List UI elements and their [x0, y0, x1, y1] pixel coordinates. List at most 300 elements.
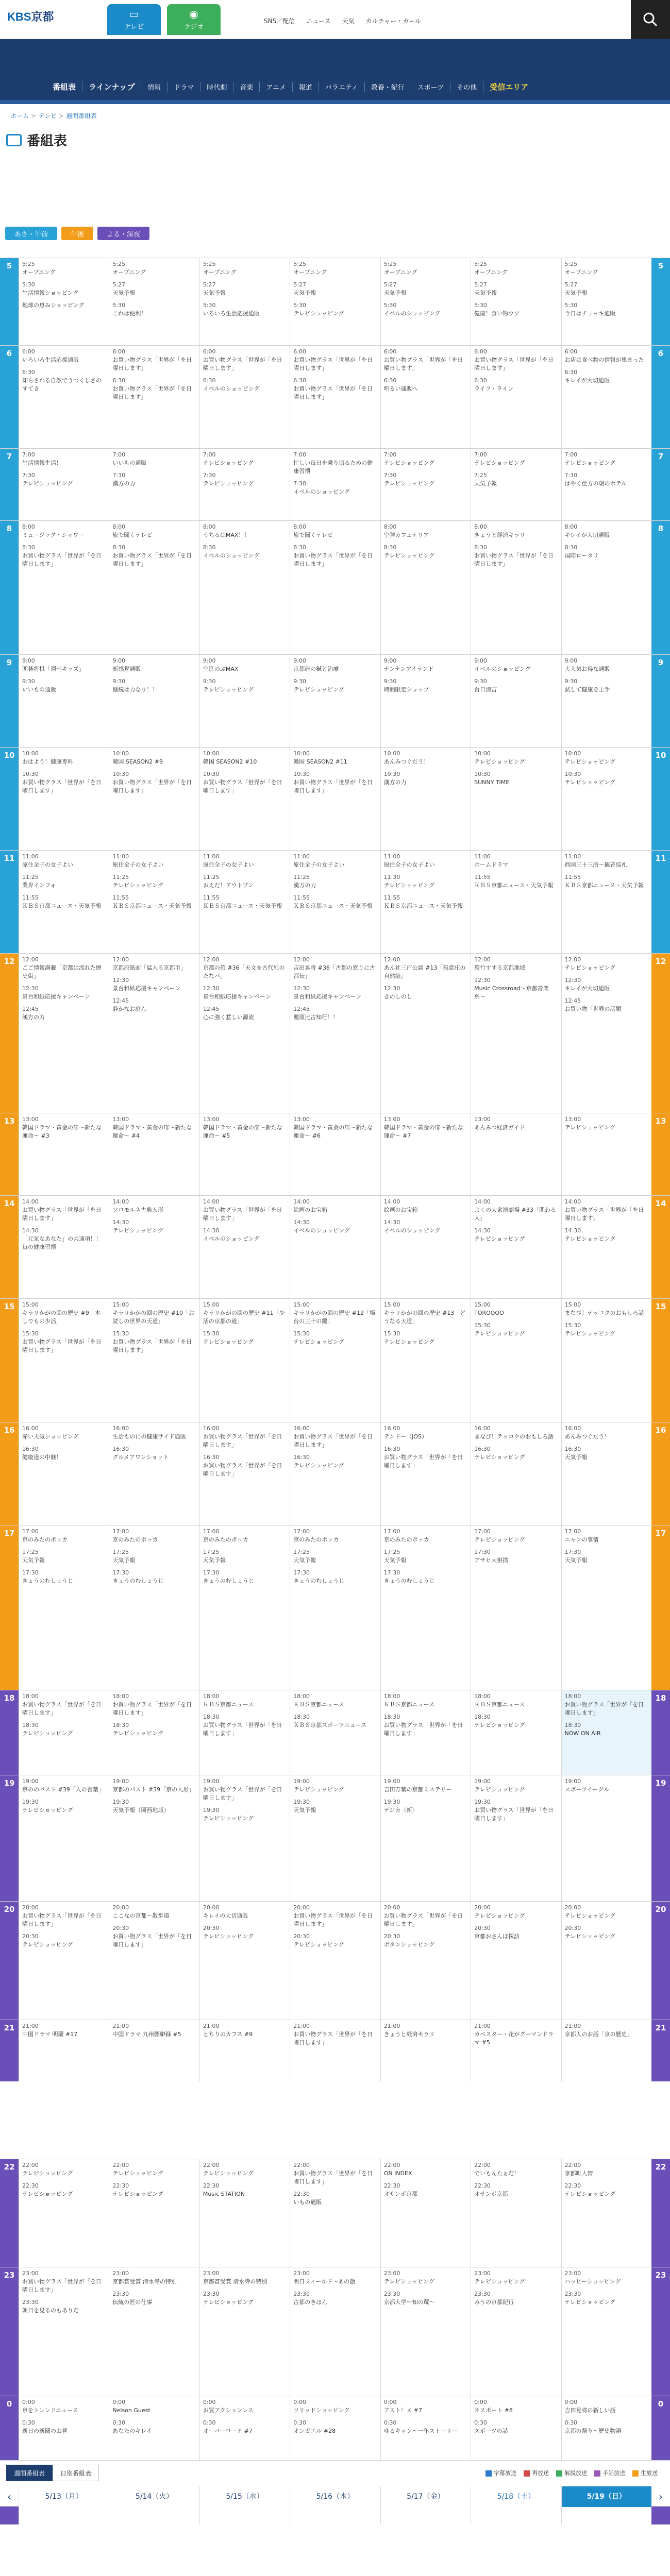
program-item[interactable] — [474, 1924, 558, 1941]
program-item[interactable] — [384, 281, 467, 297]
program-item[interactable] — [112, 1198, 196, 1214]
program-item[interactable] — [565, 1115, 648, 1132]
program-item[interactable] — [565, 873, 648, 890]
program-item[interactable] — [22, 1227, 106, 1251]
program-item[interactable] — [565, 523, 648, 539]
program-item[interactable] — [22, 1569, 106, 1585]
date-cell[interactable]: 5/15（水） — [199, 2486, 290, 2507]
program-item[interactable] — [565, 368, 648, 385]
program-item[interactable] — [474, 770, 558, 787]
program-item[interactable] — [203, 1528, 287, 1544]
program-item[interactable] — [203, 1569, 287, 1585]
band-button-afternoon[interactable]: 午後 — [61, 227, 93, 240]
nav-item-schedule[interactable]: 番組表 — [53, 82, 76, 92]
program-item[interactable] — [112, 1924, 196, 1949]
program-item[interactable] — [384, 1798, 467, 1815]
program-item[interactable] — [112, 377, 196, 401]
program-item[interactable] — [112, 260, 196, 277]
program-item[interactable] — [203, 1692, 287, 1709]
program-item[interactable] — [203, 1777, 287, 1802]
program-item[interactable] — [293, 377, 377, 401]
breadcrumb-tv[interactable]: テレビ — [38, 112, 57, 120]
program-item[interactable] — [474, 1713, 558, 1730]
program-item[interactable] — [293, 260, 377, 277]
program-item[interactable] — [384, 471, 467, 488]
program-item[interactable] — [112, 873, 196, 890]
program-item[interactable] — [22, 544, 106, 568]
program-item[interactable] — [384, 1218, 467, 1235]
program-item[interactable] — [293, 281, 377, 297]
program-item[interactable] — [565, 976, 648, 993]
program-item[interactable] — [293, 750, 377, 766]
program-item[interactable] — [474, 873, 558, 890]
program-item[interactable] — [112, 2022, 196, 2039]
program-item[interactable] — [474, 2290, 558, 2307]
program-item[interactable] — [565, 2022, 648, 2039]
program-item[interactable] — [565, 451, 648, 467]
program-item[interactable] — [203, 2398, 287, 2415]
program-item[interactable] — [474, 1227, 558, 1243]
program-item[interactable] — [293, 677, 377, 694]
link-news[interactable]: ニュース — [306, 18, 331, 25]
program-item[interactable] — [565, 1301, 648, 1317]
program-item[interactable] — [203, 1806, 287, 1823]
program-item[interactable] — [203, 281, 287, 297]
program-item[interactable] — [474, 348, 558, 372]
program-item[interactable] — [22, 451, 106, 467]
program-item[interactable] — [384, 377, 467, 393]
site-logo[interactable]: KBS京都 — [7, 10, 54, 23]
program-item[interactable] — [203, 2161, 287, 2178]
program-item[interactable] — [112, 301, 196, 318]
program-item[interactable] — [112, 976, 196, 993]
nav-item-music[interactable]: 音楽 — [233, 82, 259, 92]
program-item[interactable] — [474, 377, 558, 393]
program-item[interactable] — [22, 523, 106, 539]
link-culture[interactable]: カルチャー・カール — [365, 18, 422, 25]
program-item[interactable] — [565, 997, 648, 1013]
program-item[interactable] — [112, 523, 196, 539]
program-item[interactable] — [22, 2398, 106, 2415]
program-item[interactable] — [384, 1445, 467, 1470]
program-item[interactable] — [112, 451, 196, 467]
program-item[interactable] — [203, 1425, 287, 1449]
program-item[interactable] — [474, 260, 558, 277]
program-item[interactable] — [384, 2182, 467, 2198]
program-item[interactable] — [474, 2182, 558, 2198]
program-item[interactable] — [203, 657, 287, 673]
program-item[interactable] — [22, 301, 106, 310]
chevron-left-icon[interactable]: ‹ — [7, 2490, 11, 2503]
program-item[interactable] — [384, 677, 467, 694]
program-item[interactable] — [384, 523, 467, 539]
program-item[interactable] — [22, 348, 106, 364]
program-item[interactable] — [203, 873, 287, 890]
program-item[interactable] — [384, 1115, 467, 1140]
program-item[interactable] — [112, 1692, 196, 1717]
program-item[interactable] — [565, 1904, 648, 1920]
program-item[interactable] — [474, 1777, 558, 1794]
program-item[interactable] — [203, 1713, 287, 1738]
program-item[interactable] — [22, 1798, 106, 1815]
program-item[interactable] — [22, 894, 106, 910]
program-item[interactable] — [22, 853, 106, 869]
program-item[interactable] — [293, 1198, 377, 1214]
program-item[interactable] — [384, 348, 467, 372]
program-item[interactable] — [203, 1924, 287, 1941]
program-item[interactable] — [293, 544, 377, 568]
tab-tv[interactable] — [107, 4, 161, 35]
program-item[interactable] — [112, 1330, 196, 1354]
program-item[interactable] — [565, 544, 648, 560]
program-item[interactable] — [293, 873, 377, 890]
program-item[interactable] — [565, 2290, 648, 2307]
program-item[interactable] — [474, 1115, 558, 1132]
program-item[interactable] — [384, 956, 467, 980]
program-item[interactable] — [474, 677, 558, 694]
program-item[interactable] — [203, 985, 287, 1001]
program-item[interactable] — [203, 1904, 287, 1920]
program-item[interactable] — [112, 1721, 196, 1738]
program-item[interactable] — [474, 301, 558, 318]
program-item[interactable] — [112, 2419, 196, 2435]
program-item[interactable] — [384, 2269, 467, 2286]
date-cell[interactable]: 5/16（木） — [290, 2486, 380, 2507]
program-item[interactable] — [293, 1528, 377, 1544]
program-item[interactable] — [203, 750, 287, 766]
program-item[interactable] — [293, 1713, 377, 1730]
program-item[interactable] — [293, 1453, 377, 1470]
program-item[interactable] — [112, 677, 196, 694]
program-item[interactable] — [22, 770, 106, 795]
program-item[interactable] — [384, 1425, 467, 1441]
program-item[interactable] — [203, 1227, 287, 1243]
program-item[interactable] — [293, 2398, 377, 2415]
program-item[interactable] — [384, 1692, 467, 1709]
program-item[interactable] — [203, 523, 287, 539]
program-item[interactable] — [293, 956, 377, 980]
program-item[interactable] — [22, 2419, 106, 2435]
program-item[interactable] — [293, 1301, 377, 1326]
link-sns[interactable]: SNS／配信 — [264, 18, 295, 25]
program-item[interactable] — [474, 853, 558, 869]
program-item[interactable] — [384, 657, 467, 673]
tab-daily[interactable]: 日別番組表 — [53, 2465, 99, 2481]
program-item[interactable] — [293, 657, 377, 673]
program-item[interactable] — [474, 1798, 558, 1823]
program-item[interactable] — [565, 750, 648, 766]
program-item[interactable] — [565, 956, 648, 972]
program-item[interactable] — [293, 480, 377, 496]
program-item[interactable] — [293, 894, 377, 910]
program-item[interactable] — [565, 2419, 648, 2435]
program-item[interactable] — [293, 770, 377, 795]
program-item[interactable] — [384, 1198, 467, 1214]
program-item[interactable] — [22, 956, 106, 980]
program-item[interactable] — [22, 1301, 106, 1326]
program-item[interactable] — [22, 873, 106, 890]
program-item[interactable] — [293, 1425, 377, 1449]
nav-item-info[interactable]: 情報 — [141, 82, 167, 92]
program-item[interactable] — [22, 2161, 106, 2178]
program-item[interactable] — [293, 2269, 377, 2286]
program-item[interactable] — [384, 985, 467, 1001]
program-item[interactable] — [22, 1445, 106, 1462]
program-item[interactable] — [384, 853, 467, 869]
program-item[interactable] — [474, 2398, 558, 2415]
program-item[interactable] — [474, 956, 558, 972]
program-item[interactable] — [22, 2298, 106, 2315]
program-item[interactable] — [203, 2419, 287, 2435]
program-item[interactable] — [565, 1528, 648, 1544]
program-item[interactable] — [293, 301, 377, 318]
program-item[interactable] — [565, 853, 648, 869]
program-item[interactable] — [384, 2419, 467, 2435]
nav-item-variety[interactable]: バラエティ — [319, 82, 364, 92]
program-item[interactable] — [474, 471, 558, 488]
program-item[interactable] — [22, 471, 106, 488]
program-item[interactable] — [203, 677, 287, 694]
program-item[interactable] — [384, 1548, 467, 1565]
program-item[interactable] — [293, 1218, 377, 1235]
program-item[interactable] — [293, 1569, 377, 1585]
program-item[interactable] — [22, 1005, 106, 1022]
program-item[interactable] — [384, 1777, 467, 1794]
program-item[interactable] — [22, 2269, 106, 2294]
program-item[interactable] — [474, 2161, 558, 2178]
program-item[interactable] — [22, 985, 106, 1001]
date-cell[interactable]: 5/18（土） — [471, 2486, 561, 2507]
nav-item-sports[interactable]: スポーツ — [411, 82, 450, 92]
nav-item-anime[interactable]: アニメ — [259, 82, 292, 92]
program-item[interactable] — [203, 1115, 287, 1140]
program-item[interactable] — [112, 997, 196, 1013]
program-item[interactable] — [112, 2290, 196, 2307]
program-item[interactable] — [203, 2290, 287, 2307]
program-item[interactable] — [22, 2182, 106, 2198]
program-item[interactable] — [293, 2419, 377, 2435]
program-item[interactable] — [293, 348, 377, 372]
program-item[interactable] — [565, 260, 648, 277]
program-item[interactable] — [565, 1321, 648, 1338]
program-item[interactable] — [384, 1713, 467, 1738]
program-item[interactable] — [293, 1798, 377, 1815]
program-item[interactable] — [112, 853, 196, 869]
program-item[interactable] — [203, 471, 287, 488]
program-item[interactable] — [293, 1115, 377, 1140]
program-item[interactable] — [112, 657, 196, 673]
program-item[interactable] — [22, 2022, 106, 2039]
program-item[interactable] — [112, 1425, 196, 1441]
program-item[interactable] — [565, 348, 648, 364]
program-item[interactable] — [203, 301, 287, 318]
program-item[interactable] — [474, 1321, 558, 1338]
program-item[interactable] — [112, 2182, 196, 2198]
breadcrumb-home[interactable]: ホーム — [10, 112, 29, 120]
program-item[interactable] — [112, 2269, 196, 2286]
program-item[interactable] — [22, 750, 106, 766]
program-item[interactable] — [565, 2269, 648, 2286]
program-item[interactable] — [203, 1005, 287, 1022]
program-item[interactable] — [565, 2182, 648, 2198]
program-item[interactable] — [565, 1692, 648, 1717]
program-item[interactable] — [384, 301, 467, 318]
program-item[interactable] — [112, 471, 196, 488]
nav-item-lineup[interactable]: ラインナップ — [82, 81, 141, 92]
program-item[interactable] — [293, 1548, 377, 1565]
program-item[interactable] — [384, 1301, 467, 1326]
program-item[interactable] — [293, 985, 377, 1001]
program-item[interactable] — [384, 2022, 467, 2039]
program-item[interactable] — [112, 1904, 196, 1920]
program-item[interactable] — [565, 301, 648, 318]
nav-item-news[interactable]: 報道 — [292, 82, 319, 92]
program-item[interactable] — [474, 1445, 558, 1462]
program-item[interactable] — [474, 2269, 558, 2286]
program-item[interactable] — [22, 1115, 106, 1140]
nav-item-culture[interactable]: 教養・紀行 — [364, 82, 411, 92]
program-item[interactable] — [203, 451, 287, 467]
chevron-right-icon[interactable]: › — [659, 2490, 663, 2503]
program-item[interactable] — [22, 1528, 106, 1544]
program-item[interactable] — [474, 451, 558, 467]
nav-item-area[interactable]: 受信エリア — [483, 81, 534, 92]
program-item[interactable] — [474, 657, 558, 673]
program-item[interactable] — [112, 1777, 196, 1794]
program-item[interactable] — [203, 2269, 287, 2286]
program-item[interactable] — [474, 2022, 558, 2047]
program-item[interactable] — [22, 260, 106, 277]
program-item[interactable] — [22, 1721, 106, 1738]
program-item[interactable] — [203, 853, 287, 869]
program-item[interactable] — [112, 544, 196, 568]
program-item[interactable] — [384, 1904, 467, 1928]
program-item[interactable] — [203, 956, 287, 980]
program-item[interactable] — [474, 544, 558, 568]
program-item[interactable] — [565, 677, 648, 694]
program-item[interactable] — [22, 1330, 106, 1354]
date-cell[interactable]: 5/19（日） — [561, 2486, 651, 2507]
program-item[interactable] — [203, 377, 287, 393]
program-item[interactable] — [293, 523, 377, 539]
program-item[interactable] — [112, 1301, 196, 1326]
program-item[interactable] — [384, 2290, 467, 2307]
program-item[interactable] — [565, 281, 648, 297]
program-item[interactable] — [293, 1777, 377, 1794]
program-item[interactable] — [112, 1569, 196, 1585]
program-item[interactable] — [474, 281, 558, 297]
program-item[interactable] — [22, 1933, 106, 1949]
program-item[interactable] — [22, 281, 106, 297]
program-item[interactable] — [474, 750, 558, 766]
program-item[interactable] — [384, 873, 467, 890]
program-item[interactable] — [293, 451, 377, 476]
program-item[interactable] — [293, 2161, 377, 2186]
tab-radio[interactable] — [167, 4, 221, 35]
program-item[interactable] — [565, 1777, 648, 1794]
program-item[interactable] — [22, 1777, 106, 1794]
program-item[interactable] — [293, 1904, 377, 1928]
program-item[interactable] — [474, 1425, 558, 1441]
program-item[interactable] — [22, 1425, 106, 1441]
program-item[interactable] — [565, 657, 648, 673]
program-item[interactable] — [203, 1198, 287, 1223]
program-item[interactable] — [565, 1721, 648, 1738]
program-item[interactable] — [384, 1528, 467, 1544]
program-item[interactable] — [112, 956, 196, 972]
program-item[interactable] — [22, 677, 106, 694]
nav-item-jidaigeki[interactable]: 時代劇 — [200, 82, 233, 92]
program-item[interactable] — [384, 1330, 467, 1346]
link-weather[interactable]: 天気 — [342, 18, 355, 25]
program-item[interactable] — [565, 1548, 648, 1565]
program-item[interactable] — [112, 894, 196, 910]
band-button-morning[interactable]: あさ・午前 — [5, 227, 57, 240]
nav-item-other[interactable]: その他 — [450, 82, 483, 92]
date-cell[interactable]: 5/17（金） — [380, 2486, 471, 2507]
date-cell[interactable]: 5/14（火） — [109, 2486, 199, 2507]
program-item[interactable] — [384, 894, 467, 910]
program-item[interactable] — [203, 770, 287, 795]
program-item[interactable] — [293, 2190, 377, 2207]
program-item[interactable] — [384, 2161, 467, 2178]
program-item[interactable] — [22, 1904, 106, 1928]
band-button-night[interactable]: よる・深夜 — [97, 227, 149, 240]
program-item[interactable] — [293, 2290, 377, 2307]
program-item[interactable] — [203, 894, 287, 910]
program-item[interactable] — [474, 976, 558, 1001]
program-item[interactable] — [293, 2022, 377, 2047]
program-item[interactable] — [565, 1227, 648, 1243]
program-item[interactable] — [474, 523, 558, 539]
program-item[interactable] — [203, 1301, 287, 1326]
program-item[interactable] — [384, 544, 467, 560]
program-item[interactable] — [384, 770, 467, 787]
program-item[interactable] — [474, 1904, 558, 1920]
program-item[interactable] — [293, 1330, 377, 1346]
program-item[interactable] — [112, 1548, 196, 1565]
program-item[interactable] — [293, 853, 377, 869]
program-item[interactable] — [474, 2419, 558, 2435]
program-item[interactable] — [112, 1798, 196, 1815]
program-item[interactable] — [203, 1548, 287, 1565]
program-item[interactable] — [384, 2398, 467, 2415]
program-item[interactable] — [203, 348, 287, 372]
program-item[interactable] — [474, 1692, 558, 1709]
program-item[interactable] — [384, 451, 467, 467]
program-item[interactable] — [22, 657, 106, 673]
program-item[interactable] — [565, 1425, 648, 1441]
program-item[interactable] — [203, 260, 287, 277]
program-item[interactable] — [112, 281, 196, 297]
program-item[interactable] — [565, 1198, 648, 1223]
search-button[interactable] — [631, 0, 670, 39]
program-item[interactable] — [203, 2022, 287, 2039]
program-item[interactable] — [565, 770, 648, 787]
program-item[interactable] — [474, 1528, 558, 1544]
program-item[interactable] — [112, 2161, 196, 2178]
program-item[interactable] — [384, 1569, 467, 1585]
program-item[interactable] — [384, 750, 467, 766]
program-item[interactable] — [293, 1933, 377, 1949]
program-item[interactable] — [565, 471, 648, 488]
program-item[interactable] — [293, 1005, 377, 1022]
program-item[interactable] — [203, 1453, 287, 1478]
program-item[interactable] — [474, 1301, 558, 1317]
tab-weekly[interactable]: 週間番組表 — [6, 2465, 53, 2481]
date-cell[interactable]: 5/13（月） — [19, 2486, 109, 2507]
program-item[interactable] — [565, 1445, 648, 1462]
